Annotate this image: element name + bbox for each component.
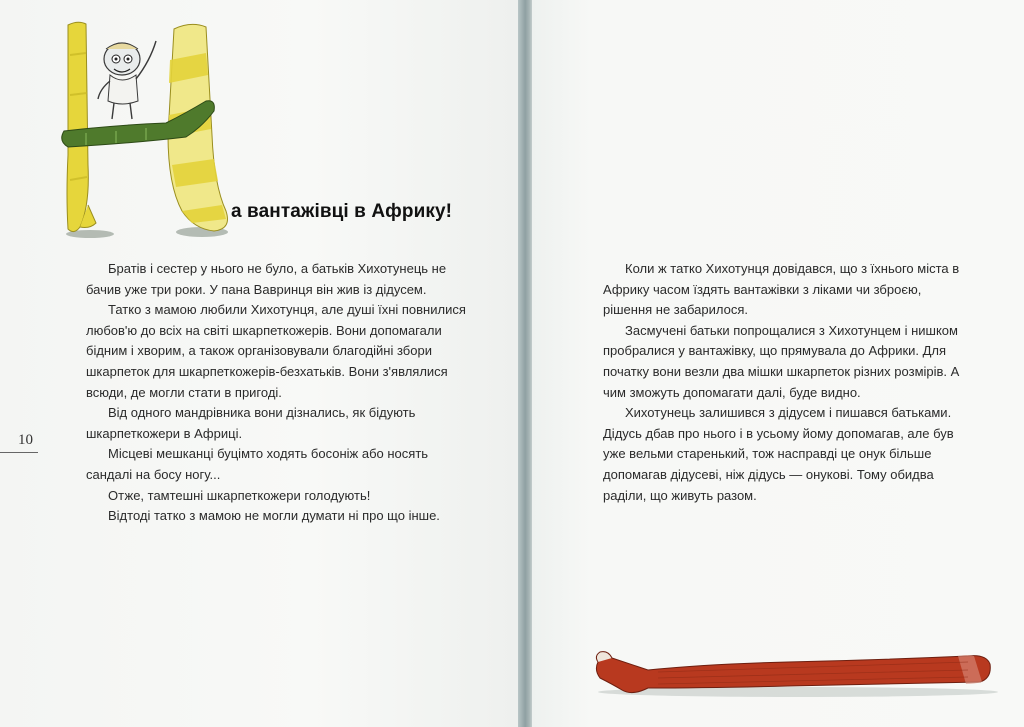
paragraph: Засмучені батьки попрощалися з Хихотунцем і нишком пробралися у вантажівку, що прямувала до Африки. Для початку вони везли два мішки шкарпеток різних розмірів. А чим зможуть допомагати далі, буде видно. xyxy=(603,322,960,400)
paragraph: Відтоді татко з мамою не могли думати ні про що інше. xyxy=(108,508,440,524)
red-sock-illustration xyxy=(588,640,1000,700)
paragraph: Місцеві мешканці буцімто ходять босоніж або носять сандалі на босу ногу... xyxy=(86,446,429,482)
paragraph: Отже, тамтешні шкарпеткожери голодують! xyxy=(108,487,371,503)
drop-cap-h-illustration xyxy=(56,15,236,241)
chapter-heading: а вантажівці в Африку! xyxy=(231,201,453,222)
paragraph: Від одного мандрівника вони дізнались, як бідують шкарпеткожери в Африці. xyxy=(86,405,416,441)
paragraph: Братів і сестер у нього не було, а батьків Хихотунець не бачив уже три роки. У пана Вавринця він жив із дідусем. xyxy=(86,261,447,297)
paragraph: Татко з мамою любили Хихотунця, але душі їхні повнилися любов'ю до всіх на світі шкарпеткожерів. Вони допомагали бідним і хворим, а також організовували благодійні збори шкарпеток для шкарпеткожерів-безхатьків. Вони з'являлися всюди, де могли стати в пригоді. xyxy=(86,302,466,400)
page-number-rule xyxy=(0,452,38,453)
paragraph: Хихотунець залишився з дідусем і пишався батьками. Дідусь дбав про нього і в усьому йому допомагав, але був уже вельми старенький, тож насправді це онук більше допомагав дідусеві, ніж дідусь — онукові. Тому обидва раділи, що живуть разом. xyxy=(603,405,954,503)
right-page-body xyxy=(603,259,973,506)
paragraph: Коли ж татко Хихотунця довідався, що з їхнього міста в Африку часом їздять вантажівки з ліками чи зброєю, рішення не забарилося. xyxy=(603,261,960,318)
left-page-body xyxy=(86,259,466,527)
page-number: 10 xyxy=(18,432,33,448)
